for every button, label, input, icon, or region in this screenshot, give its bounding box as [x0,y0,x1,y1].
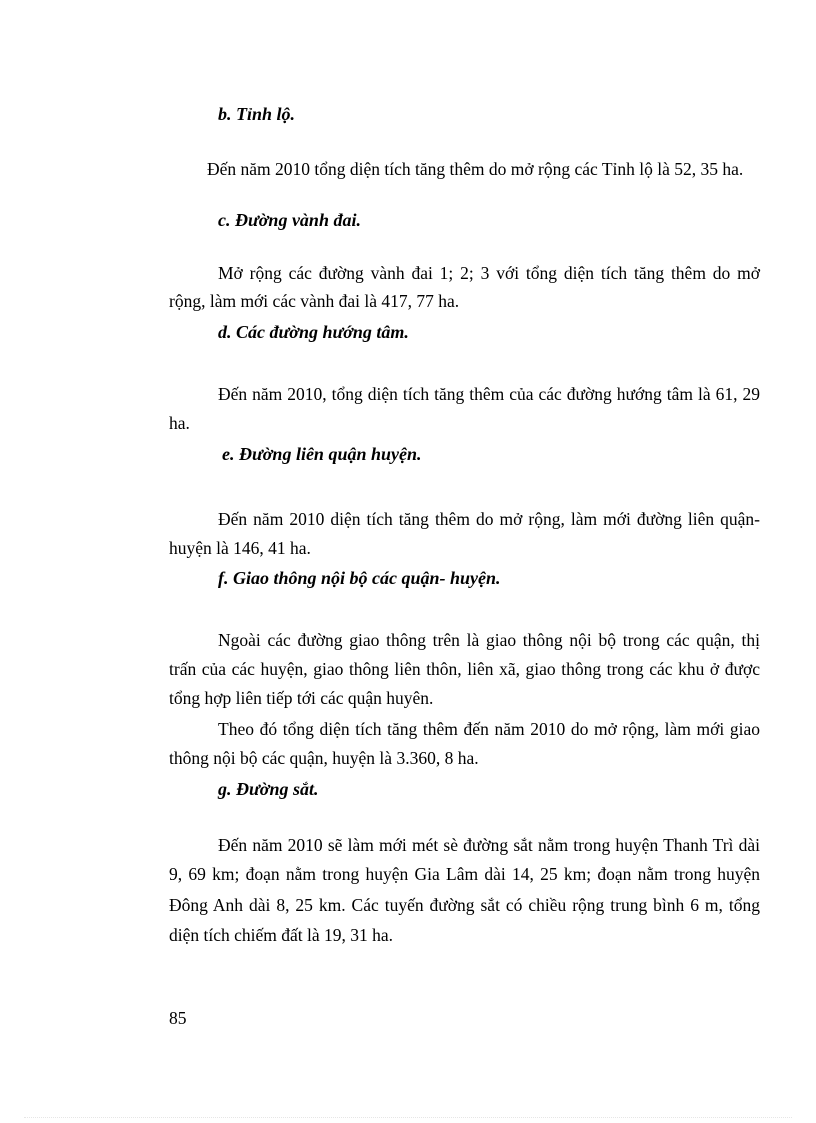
heading-e: e. Đường liên quận huyện. [222,444,422,464]
footer-divider [24,1117,792,1118]
paragraph-e-line-1: Đến năm 2010 diện tích tăng thêm do mở rộng, làm mới đường liên quận- [218,509,760,529]
paragraph-f-line-4: Theo đó tổng diện tích tăng thêm đến năm 2010 do mở rộng, làm mới giao [218,719,760,739]
paragraph-d-line-2: ha. [169,413,190,433]
heading-d: d. Các đường hướng tâm. [218,322,409,342]
heading-b: b. Tỉnh lộ. [218,104,296,124]
paragraph-d-line-1: Đến năm 2010, tổng diện tích tăng thêm của các đường hướng tâm là 61, 29 [218,384,760,404]
paragraph-f-line-2: trấn của các huyện, giao thông liên thôn, liên xã, giao thông trong các khu ở được [169,659,760,679]
paragraph-c-line-1: Mở rộng các đường vành đai 1; 2; 3 với tổng diện tích tăng thêm do mở [218,263,760,283]
heading-c: c. Đường vành đai. [218,210,361,230]
paragraph-g-line-3: Đông Anh dài 8, 25 km. Các tuyến đường sắt có chiều rộng trung bình 6 m, tổng [169,895,760,915]
paragraph-g-line-2: 9, 69 km; đoạn nằm trong huyện Gia Lâm dài 14, 25 km; đoạn nằm trong huyện [169,864,760,884]
paragraph-b-line-1: Đến năm 2010 tổng diện tích tăng thêm do mở rộng các Tỉnh lộ là 52, 35 ha. [207,159,744,179]
heading-f: f. Giao thông nội bộ các quận- huyện. [218,568,501,588]
paragraph-c-line-2: rộng, làm mới các vành đai là 417, 77 ha. [169,291,460,311]
paragraph-f-line-5: thông nội bộ các quận, huyện là 3.360, 8 ha. [169,748,479,768]
paragraph-f-line-1: Ngoài các đường giao thông trên là giao thông nội bộ trong các quận, thị [218,630,760,650]
page-number: 85 [169,1008,187,1028]
paragraph-g-line-1: Đến năm 2010 sẽ làm mới mét sè đường sắt nằm trong huyện Thanh Trì dài [218,835,760,855]
paragraph-g-line-4: diện tích chiếm đất là 19, 31 ha. [169,925,394,945]
paragraph-e-line-2: huyện là 146, 41 ha. [169,538,311,558]
heading-g: g. Đường sắt. [218,779,319,799]
paragraph-f-line-3: tổng hợp liên tiếp tới các quận huyên. [169,688,434,708]
